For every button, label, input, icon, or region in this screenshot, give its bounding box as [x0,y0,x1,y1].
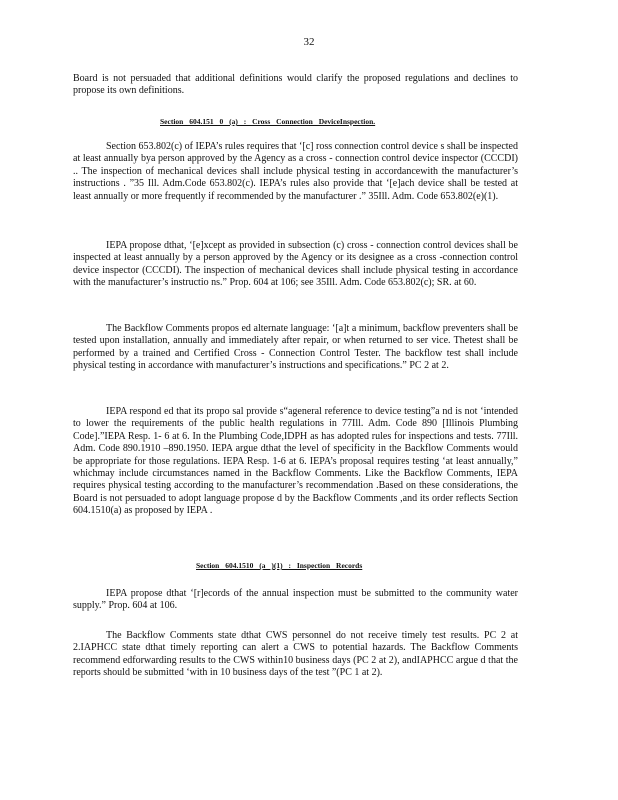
section-heading-records: Section 604.1510 (a )(1) : Inspection Records [196,561,363,570]
paragraph-section-653: Section 653.802(c) of IEPA’s rules requires that ‘[c] ross connection control device s shall be inspected at least annually bya person approved by the Agency as a cross - connection control device inspector (CCCDI) .. The inspection of mechanical devices shall include physical testing in accordancewith the manufacturer’s instructions . ”35 Ill. Adm.Code 653.802(c). IEPA’s rules also provide that ‘[e]ach device shall be tested at least annually or more frequently if recommended by the manufacturer .” 35Ill. Adm. Code 653.802(e)(1). [73,141,518,202]
page-number: 32 [303,36,315,48]
paragraph-iepa-proposal: IEPA propose dthat, ‘[e]xcept as provided in subsection (c) cross - connection control devices shall be inspected at least annually by a person approved by the Agency or its designee as a cross -connection control device inspector (CCCDI). The inspection of mechanical devices shall include physical testing in accordance with the manufacturer’s instructio ns.” Prop. 604 at 106; see 35Ill. Adm. Code 653.802(c); SR. at 60. [73,240,518,289]
section-heading-inspection: Section 604.151 0 (a) : Cross Connection DeviceInspection. [160,117,376,126]
paragraph-timely-results: The Backflow Comments state dthat CWS personnel do not receive timely test results. PC 2 at 2.IAPHCC state dthat timely reporting can alert a CWS to potential hazards. The Backflow Comments recommend edforwarding results to the CWS within10 business days (PC 2 at 2), andIAPHCC argue d that the reports should be submitted ‘with in 10 business days of the test ”(PC 1 at 2). [73,630,518,679]
paragraph-iepa-response: IEPA respond ed that its propo sal provide s“ageneral reference to device testing”a nd is not ‘intended to lower the requirements of the public health regulations in 77Ill. Adm. Code 890 [Illinois Plumbing Code].”IEPA Resp. 1- 6 at 6. In the Plumbing Code,IDPH as has adopted rules for inspections and tests. 77Ill. Adm. Code 890.1910 –890.1950. IEPA argue dthat the level of specificity in the Backflow Comments would be appropriate for those regulations. IEPA Resp. 1-6 at 6. IEPA’s proposal requires testing ‘at least annually,” whichmay include circumstances named in the Backflow Comments. Like the Backflow Comments, IEPA requires physical testing according to the manufacturer’s recommendation .Based on these considerations, the Board is not persuaded to adopt language propose d by the Backflow Comments ,and its order reflects Section 604.1510(a) as proposed by IEPA . [73,406,518,517]
paragraph-records-proposal: IEPA propose dthat ‘[r]ecords of the annual inspection must be submitted to the community water supply.” Prop. 604 at 106. [73,588,518,612]
paragraph-continuation: Board is not persuaded that additional definitions would clarify the proposed regulations and declines to propose its own definitions. [73,73,518,97]
paragraph-backflow-comments: The Backflow Comments propos ed alternate language: ‘[a]t a minimum, backflow preventers shall be tested upon installation, annually and immediately after repair, or when returned to ser vice. Thetest shall be performed by a trained and Certified Cross - Connection Control Tester. The backflow test shall include physical testing in accordance with manufacturer’s instructions and specifications.” PC 2 at 2. [73,323,518,372]
